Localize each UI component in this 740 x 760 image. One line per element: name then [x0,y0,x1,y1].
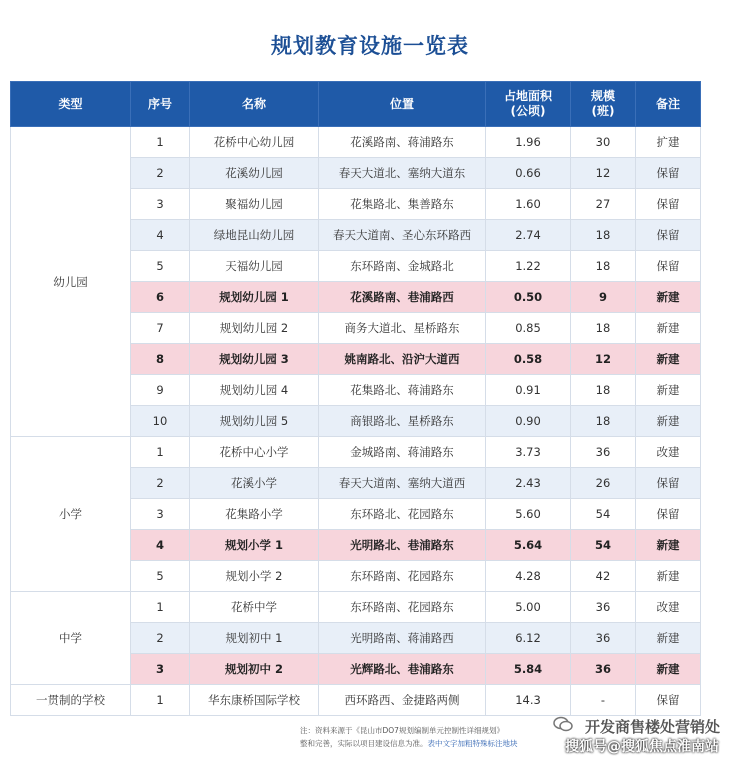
header-name: 名称 [190,82,319,127]
cell-scale: 12 [571,158,636,189]
cell-loc: 金城路南、蒋浦路东 [319,437,486,468]
watermark-line1: 开发商售楼处营销处 [585,718,721,736]
cell-scale: 36 [571,654,636,685]
cell-seq: 5 [131,251,190,282]
cell-area: 1.60 [486,189,571,220]
cell-seq: 7 [131,313,190,344]
watermark-line2: 搜狐号@搜狐焦点淮南站 [565,739,719,755]
cell-loc: 春天大道北、塞纳大道东 [319,158,486,189]
cell-seq: 4 [131,530,190,561]
cell-seq: 2 [131,158,190,189]
cell-remark: 新建 [636,654,701,685]
cell-loc: 春天大道南、塞纳大道西 [319,468,486,499]
cell-area: 0.58 [486,344,571,375]
cell-name: 规划初中 1 [190,623,319,654]
cell-seq: 10 [131,406,190,437]
table-body [11,127,701,716]
education-facilities-table [10,81,701,716]
cell-scale: 18 [571,375,636,406]
cell-loc: 光明路北、巷浦路东 [319,530,486,561]
header-area: 占地面积 (公顷) [486,82,571,127]
cell-scale: - [571,685,636,716]
cell-loc: 光明路南、蒋浦路西 [319,623,486,654]
footnote-line1: 注：资料来源于《昆山市DO7规划编制单元控制性详细规划》 [300,726,504,735]
cell-remark: 保留 [636,220,701,251]
cell-seq: 2 [131,468,190,499]
cell-area: 14.3 [486,685,571,716]
cell-scale: 18 [571,313,636,344]
cell-loc: 姚南路北、沿沪大道西 [319,344,486,375]
cell-name: 规划幼儿园 4 [190,375,319,406]
cell-remark: 新建 [636,561,701,592]
cell-seq: 1 [131,437,190,468]
cell-seq: 9 [131,375,190,406]
cell-seq: 1 [131,592,190,623]
cell-name: 花溪幼儿园 [190,158,319,189]
cell-scale: 36 [571,437,636,468]
cell-remark: 扩建 [636,127,701,158]
cell-area: 0.91 [486,375,571,406]
cell-remark: 新建 [636,344,701,375]
cell-remark: 新建 [636,282,701,313]
cell-loc: 花集路北、蒋浦路东 [319,375,486,406]
cell-remark: 保留 [636,158,701,189]
cell-seq: 3 [131,499,190,530]
cell-seq: 3 [131,654,190,685]
cell-area: 5.00 [486,592,571,623]
table-header-row [11,82,701,127]
cell-name: 花集路小学 [190,499,319,530]
category-cell: 小学 [11,437,131,592]
cell-area: 6.12 [486,623,571,654]
cell-area: 0.90 [486,406,571,437]
cell-area: 2.43 [486,468,571,499]
category-cell: 中学 [11,592,131,685]
cell-area: 3.73 [486,437,571,468]
cell-name: 花桥中心幼儿园 [190,127,319,158]
header-scale: 规模 (班) [571,82,636,127]
cell-scale: 27 [571,189,636,220]
cell-loc: 东环路南、金城路北 [319,251,486,282]
cell-scale: 9 [571,282,636,313]
cell-area: 1.22 [486,251,571,282]
cell-area: 5.84 [486,654,571,685]
cell-remark: 改建 [636,437,701,468]
footnote-line2b: 表中文字加粗特殊标注地块 [427,739,518,748]
cell-name: 规划初中 2 [190,654,319,685]
cell-area: 0.85 [486,313,571,344]
cell-name: 规划幼儿园 2 [190,313,319,344]
cell-seq: 1 [131,127,190,158]
cell-loc: 东环路北、花园路东 [319,499,486,530]
category-cell: 幼儿园 [11,127,131,437]
cell-loc: 东环路南、花园路东 [319,561,486,592]
cell-scale: 42 [571,561,636,592]
cell-remark: 保留 [636,189,701,220]
cell-remark: 新建 [636,406,701,437]
cell-loc: 花溪路南、巷浦路西 [319,282,486,313]
table-row [11,437,701,468]
cell-name: 聚福幼儿园 [190,189,319,220]
cell-name: 规划小学 2 [190,561,319,592]
cell-area: 0.50 [486,282,571,313]
cell-loc: 东环路南、花园路东 [319,592,486,623]
cell-scale: 36 [571,623,636,654]
cell-remark: 保留 [636,468,701,499]
cell-remark: 改建 [636,592,701,623]
cell-seq: 8 [131,344,190,375]
cell-remark: 保留 [636,499,701,530]
cell-seq: 5 [131,561,190,592]
cell-name: 花桥中学 [190,592,319,623]
cell-scale: 54 [571,530,636,561]
cell-scale: 36 [571,592,636,623]
cell-remark: 新建 [636,375,701,406]
cell-scale: 18 [571,220,636,251]
header-remark: 备注 [636,82,701,127]
cell-loc: 商银路北、星桥路东 [319,406,486,437]
cell-seq: 3 [131,189,190,220]
table-row [11,127,701,158]
cell-loc: 春天大道南、圣心东环路西 [319,220,486,251]
cell-area: 1.96 [486,127,571,158]
table-row [11,685,701,716]
cell-seq: 2 [131,623,190,654]
cell-name: 花溪小学 [190,468,319,499]
cell-seq: 4 [131,220,190,251]
cell-area: 0.66 [486,158,571,189]
cell-name: 华东康桥国际学校 [190,685,319,716]
cell-scale: 54 [571,499,636,530]
header-location: 位置 [319,82,486,127]
cell-loc: 光辉路北、巷浦路东 [319,654,486,685]
cell-remark: 新建 [636,530,701,561]
cell-seq: 6 [131,282,190,313]
cell-loc: 商务大道北、星桥路东 [319,313,486,344]
cell-name: 规划小学 1 [190,530,319,561]
footnote-line2 [300,737,600,750]
cell-name: 规划幼儿园 1 [190,282,319,313]
cell-name: 花桥中心小学 [190,437,319,468]
cell-scale: 18 [571,251,636,282]
cell-name: 规划幼儿园 3 [190,344,319,375]
cell-scale: 30 [571,127,636,158]
cell-name: 规划幼儿园 5 [190,406,319,437]
cell-area: 5.60 [486,499,571,530]
cell-name: 绿地昆山幼儿园 [190,220,319,251]
cell-loc: 西环路西、金捷路两侧 [319,685,486,716]
page-title: 规划教育设施一览表 [271,34,469,58]
cell-scale: 26 [571,468,636,499]
chat-bubble-icon [553,716,575,734]
cell-remark: 新建 [636,623,701,654]
cell-scale: 12 [571,344,636,375]
cell-remark: 新建 [636,313,701,344]
header-type: 类型 [11,82,131,127]
cell-remark: 保留 [636,251,701,282]
cell-loc: 花集路北、集善路东 [319,189,486,220]
cell-area: 2.74 [486,220,571,251]
cell-name: 天福幼儿园 [190,251,319,282]
cell-area: 5.64 [486,530,571,561]
category-cell: 一贯制的学校 [11,685,131,716]
header-seq: 序号 [131,82,190,127]
cell-scale: 18 [571,406,636,437]
table-row [11,592,701,623]
footnote-line2a: 整和完善，实际以项目建设信息为准。 [300,739,428,748]
cell-loc: 花溪路南、蒋浦路东 [319,127,486,158]
cell-seq: 1 [131,685,190,716]
cell-area: 4.28 [486,561,571,592]
cell-remark: 保留 [636,685,701,716]
